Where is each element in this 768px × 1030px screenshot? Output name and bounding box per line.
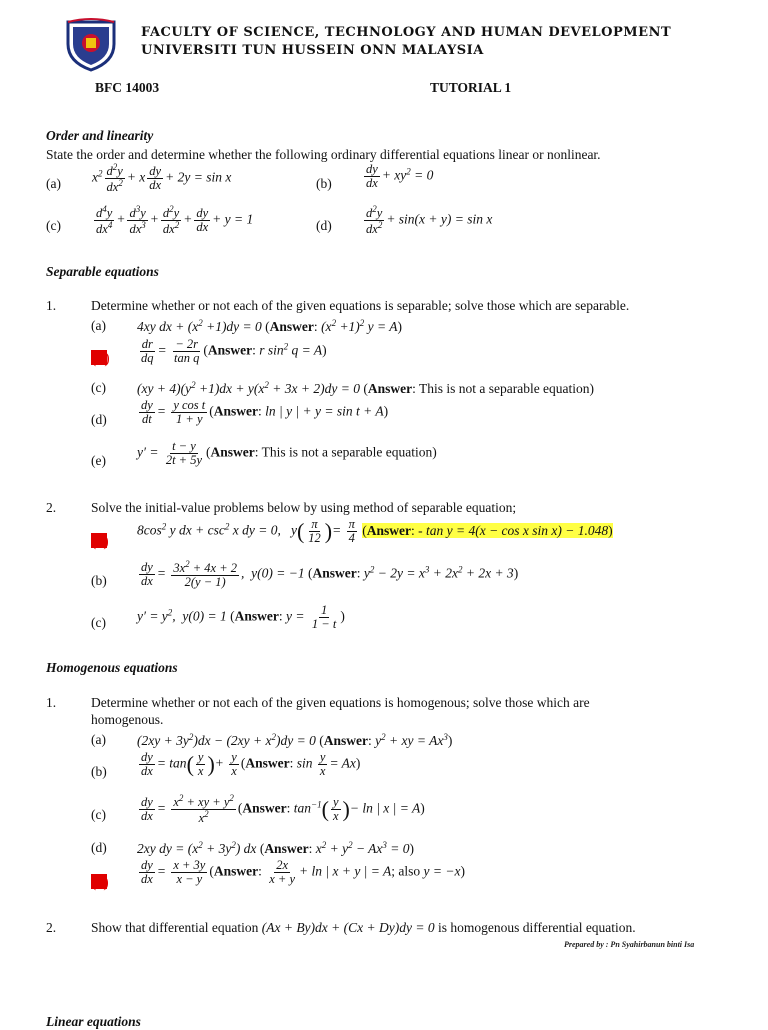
item-label: (d) xyxy=(91,412,107,427)
question-text-cont: homogenous. xyxy=(91,712,164,727)
answer-word: Answer xyxy=(312,565,357,581)
equation-sep-c: $(xy + 4)(y^2 +1)dx + y(x^2 + 3x + 2)dy = 0$ (Answer: This is not a separable equation) xyxy=(137,380,595,396)
question-number: 1. xyxy=(46,695,57,710)
equation-ivp-a: $8\cos^2$ y dx + $\csc^2 x$ dy = 0, y( $\frac{\pi}{12}$ )= $\frac{\pi}{4}$ (Answer: - tan y = 4(x − cos x sin x) − 1.048) xyxy=(137,517,613,546)
equation-hom-c: $\frac{dy}{dx}$ = $\frac{x^2 + xy + y^2}{x^2}$ (Answer: $\tan^{-1}$( $\frac{y}{x}$ )− ln | x | = A) xyxy=(141,793,425,826)
item-label: (c) xyxy=(91,380,106,395)
section-title-homogenous: Homogenous equations xyxy=(46,660,178,675)
item-label: (d) xyxy=(91,840,107,855)
item-label: (a) xyxy=(91,732,106,747)
item-label-b: (b) xyxy=(316,176,332,191)
item-label-d: (d) xyxy=(316,218,332,233)
item-label: (a) xyxy=(91,318,106,333)
answer-word: Answer xyxy=(323,733,369,748)
university-name: UNIVERSITI TUN HUSSEIN ONN MALAYSIA xyxy=(141,43,484,58)
equation-ivp-c: $y' = y^2$, y(0) = 1 (Answer: y = $\frac{1}{1 - t}$ ) xyxy=(137,603,345,632)
equation-hom-a: $(2xy + 3y^2)dx - (2xy + x^2)dy = 0$ (Answer: $y^2$ + xy = $Ax^3$) xyxy=(137,732,453,748)
equation-hom-b: $\frac{dy}{dx}$ = tan( $\frac{y}{x}$ )+ $\frac{y}{x}$ (Answer: sin $\frac{y}{x}$ = Ax) xyxy=(141,750,361,779)
section-title-separable: Separable equations xyxy=(46,264,159,279)
answer-word: Answer xyxy=(242,800,287,816)
equation-ol-b: $\frac{dy}{dx}$ + $xy^2 = 0$ xyxy=(366,162,434,191)
question-text: Solve the initial-value problems below by using method of separable equation; xyxy=(91,500,517,515)
course-code: BFC 14003 xyxy=(95,80,160,95)
item-label: (c) xyxy=(91,615,106,630)
footer-prepared-by: Prepared by : Pn Syahirbanun binti Isa xyxy=(564,940,695,949)
answer-word: Answer xyxy=(245,755,290,771)
answer-word: Answer xyxy=(269,319,314,334)
question-number: 2. xyxy=(46,920,57,935)
item-label: (b) xyxy=(91,573,107,588)
university-logo xyxy=(62,18,120,72)
answer-word: Answer xyxy=(213,863,259,879)
question-text: Show that differential equation (Ax + By)dx + (Cx + Dy)dy = 0 is homogenous differential equation. xyxy=(91,920,636,935)
tutorial-number: TUTORIAL 1 xyxy=(430,80,512,95)
item-label-c: (c) xyxy=(46,218,61,233)
answer-word: Answer xyxy=(264,841,309,856)
item-label: (b) xyxy=(91,764,107,779)
also-text: ; also xyxy=(391,863,421,879)
equation-sep-b: $\frac{dr}{dq}$ = $\frac{- 2r}{\text{tan q}}$ (Answer: r $\sin^2 q = A$) xyxy=(141,337,327,366)
answer-word: Answer xyxy=(366,522,411,538)
equation-sep-d: $\frac{dy}{dt}$ = $\frac{\text{y cos t}}{1 + y}$ (Answer: ln | y | + y = sin t + A) xyxy=(141,398,389,427)
red-mark-box: (b) xyxy=(91,349,110,367)
section-title-order-linearity: Order and linearity xyxy=(46,128,154,143)
equation-ivp-b: $\frac{dy}{dx}$ = $\frac{3x^2 + 4x + 2}{2(y - 1)}$ , y(0) = −1 (Answer: $y^2 - 2y = x^3 + 2x^2 + 2x + 3$) xyxy=(141,559,519,590)
item-label: (e) xyxy=(91,453,106,468)
equation-sep-e: y′ = $\frac{t - y}{2t + 5y}$ (Answer: This is not a separable equation) xyxy=(137,439,437,468)
red-mark-box: (e) xyxy=(91,873,109,891)
item-label-a: (a) xyxy=(46,176,61,191)
section-title-linear: Linear equations xyxy=(46,1014,141,1029)
faculty-name: FACULTY OF SCIENCE, TECHNOLOGY AND HUMAN DEVELOPMENT xyxy=(141,25,672,40)
answer-word: Answer xyxy=(367,381,413,396)
question-text: Determine whether or not each of the given equations is homogenous; solve those which are xyxy=(91,695,590,710)
question-text-post: is homogenous differential equation. xyxy=(437,920,636,935)
red-mark-box: (a) xyxy=(91,532,109,550)
equation-ol-d: $\frac{d^2y}{dx^2}$ + sin(x + y) = sin x xyxy=(366,204,493,237)
question-text: Determine whether or not each of the given equations is separable; solve those which are separable. xyxy=(91,298,630,313)
answer-word: Answer xyxy=(210,444,255,460)
answer-word: Answer xyxy=(234,608,279,624)
item-label: (c) xyxy=(91,807,106,822)
answer-text: This is not a separable equation xyxy=(261,444,433,460)
instruction-order-linearity: State the order and determine whether the following ordinary differential equations linear or nonlinear. xyxy=(46,147,601,162)
equation-sep-a: 4xy dx + $(x^2 +1)dy = 0$ (Answer: $(x^2 +1)^2$ y = A) xyxy=(137,318,403,334)
question-text-pre: Show that differential equation xyxy=(91,920,259,935)
question-number: 2. xyxy=(46,500,57,515)
equation-hom-e: $\frac{dy}{dx}$ = $\frac{x + 3y}{x - y}$ (Answer: $\frac{2x}{x + y}$ + ln | x + y | = A; also y = −x) xyxy=(141,858,465,887)
answer-word: Answer xyxy=(207,342,253,358)
question-number: 1. xyxy=(46,298,57,313)
answer-text: This is not a separable equation xyxy=(418,381,590,396)
equation-ol-a: $x^2$ $\frac{d^2y}{dx^2}$ + x $\frac{dy}{dx}$ + 2y = sin x xyxy=(92,162,232,195)
equation-ol-c: $\frac{d^4y}{dx^4}$ + $\frac{d^3y}{dx^3}$ + $\frac{d^2y}{dx^2}$ + $\frac{dy}{dx}$ + y = 1 xyxy=(96,204,254,237)
equation-hom-d: 2xy dy = $(x^2 + 3y^2)$ dx (Answer: $x^2 + y^2 - Ax^3 = 0$) xyxy=(137,840,415,856)
answer-word: Answer xyxy=(213,403,258,419)
